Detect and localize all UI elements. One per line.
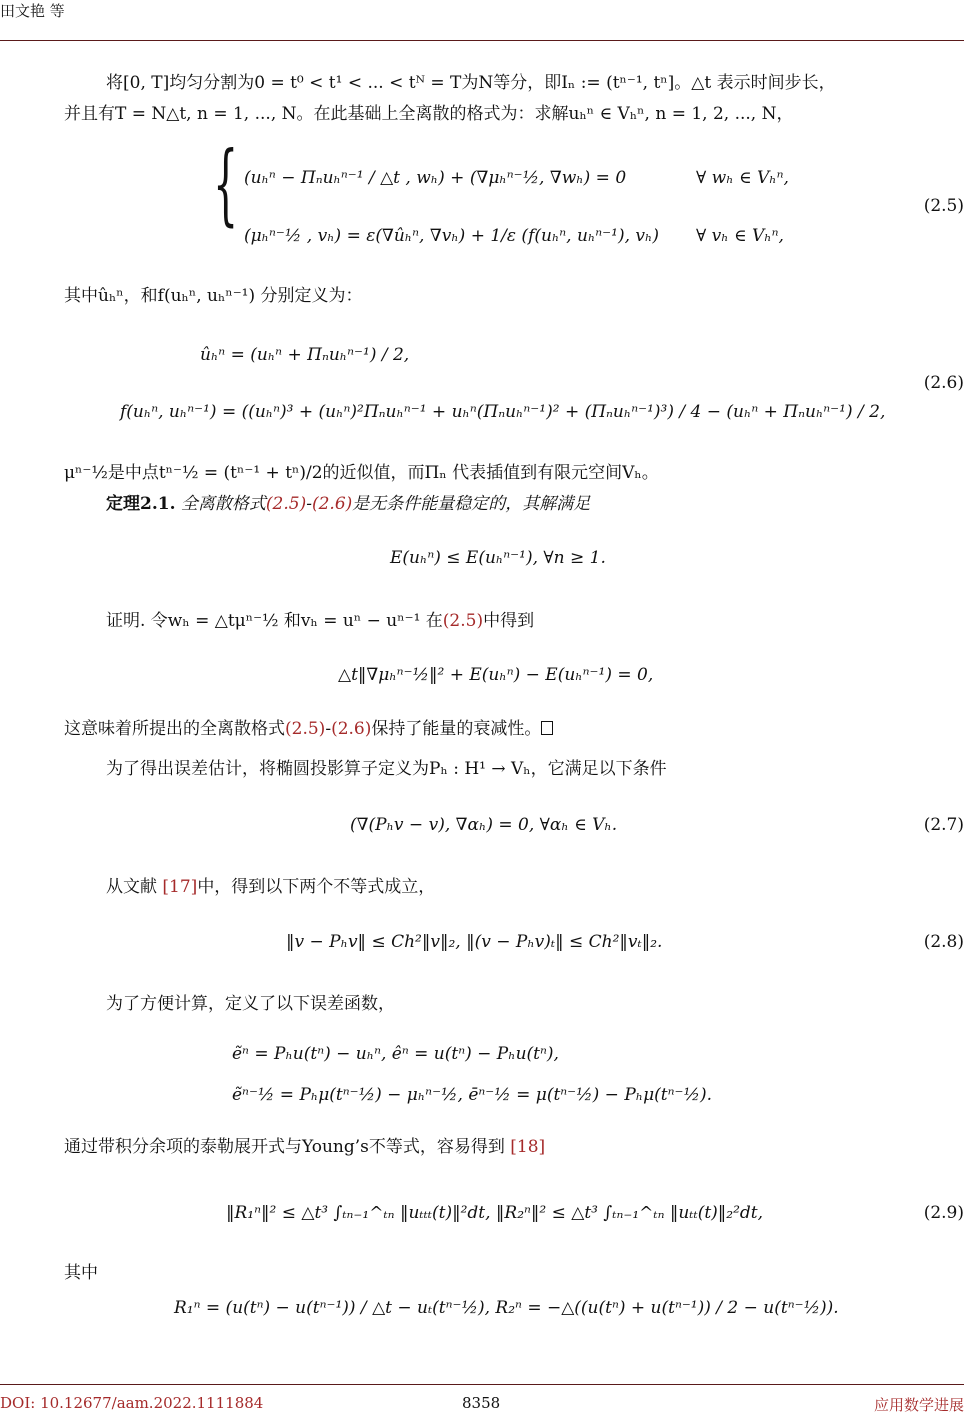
reference-17-text-a: 从文献: [106, 877, 163, 897]
paragraph-midpoint: μⁿ⁻½是中点tⁿ⁻½ = (tⁿ⁻¹ + tⁿ)/2的近似值，而Πₙ 代表插值到有限元空间Vₕ。: [64, 463, 659, 483]
equation-number-2-9: (2.9): [923, 1203, 964, 1223]
energy-decay-ref-2-6[interactable]: (2.6): [331, 719, 372, 739]
running-header-author: 田文艳 等: [0, 2, 65, 20]
equation-number-2-5: (2.5): [923, 196, 964, 216]
equation-2-5-line-1: (uₕⁿ − Πₙuₕⁿ⁻¹ / △t , wₕ) + (∇μₕⁿ⁻½, ∇wₕ) = 0: [244, 168, 627, 188]
energy-decay-dash: -: [325, 719, 332, 739]
paragraph-reference-17: [106, 877, 435, 897]
paragraph-partition: 将[0, T]均匀分割为0 = t⁰ < t¹ < ... < tᴺ = T为N等分，即Iₙ := (tⁿ⁻¹, tⁿ]。△t 表示时间步长，: [106, 73, 836, 93]
equation-proof: △t‖∇μₕⁿ⁻½‖² + E(uₕⁿ) − E(uₕⁿ⁻¹) = 0,: [338, 665, 654, 685]
energy-decay-text-b: 保持了能量的衰减性。: [371, 719, 542, 739]
theorem-label: 定理2.1.: [106, 494, 176, 514]
equation-number-2-7: (2.7): [923, 815, 964, 835]
equation-2-6-line-2: f(uₕⁿ, uₕⁿ⁻¹) = ((uₕⁿ)³ + (uₕⁿ)²Πₙuₕⁿ⁻¹ + uₕⁿ(Πₙuₕⁿ⁻¹)² + (Πₙuₕⁿ⁻¹)³) / 4 − (uₕⁿ + Πₙuₕⁿ⁻¹) / 2,: [120, 402, 886, 422]
paragraph-taylor: [64, 1137, 545, 1157]
theorem-text-b: 是无条件能量稳定的，其解满足: [352, 494, 591, 514]
equation-error-1: ẽⁿ = Pₕu(tⁿ) − uₕⁿ, êⁿ = u(tⁿ) − Pₕu(tⁿ),: [232, 1044, 559, 1064]
equation-error-2: ẽⁿ⁻½ = Pₕμ(tⁿ⁻½) − μₕⁿ⁻½, ēⁿ⁻½ = μ(tⁿ⁻½) − Pₕμ(tⁿ⁻½).: [232, 1085, 713, 1105]
equation-2-5-condition-1: ∀ wₕ ∈ Vₕⁿ,: [696, 168, 789, 188]
theorem-2-1: [106, 494, 590, 514]
footer-page-number: 8358: [462, 1394, 501, 1412]
proof-text-b: 中得到: [483, 611, 535, 631]
citation-18[interactable]: [18]: [510, 1137, 546, 1157]
paragraph-energy-decay: [64, 719, 553, 739]
theorem-dash: -: [306, 494, 312, 514]
header-rule: [0, 40, 964, 41]
footer-doi[interactable]: DOI: 10.12677/aam.2022.1111884: [0, 1394, 264, 1412]
equation-2-5-line-2: (μₕⁿ⁻½ , vₕ) = ε(∇ûₕⁿ, ∇vₕ) + 1/ε (f(uₕⁿ, uₕⁿ⁻¹), vₕ): [244, 226, 660, 246]
equation-2-9: ‖R₁ⁿ‖² ≤ △t³ ∫ₜₙ₋₁^ₜₙ ‖uₜₜₜ(t)‖²dt, ‖R₂ⁿ‖² ≤ △t³ ∫ₜₙ₋₁^ₜₙ ‖uₜₜ(t)‖₂²dt,: [226, 1203, 764, 1223]
paragraph-where: 其中: [64, 1263, 98, 1283]
proof-ref-2-5[interactable]: (2.5): [442, 611, 484, 631]
energy-decay-text-a: 这意味着所提出的全离散格式: [64, 719, 285, 739]
equation-number-2-6: (2.6): [923, 373, 964, 393]
citation-17[interactable]: [17]: [162, 877, 198, 897]
theorem-ref-2-6[interactable]: (2.6): [311, 494, 353, 514]
footer-journal[interactable]: 应用数学进展: [873, 1396, 964, 1414]
equation-2-7: (∇(Pₕv − v), ∇αₕ) = 0, ∀αₕ ∈ Vₕ.: [350, 815, 618, 835]
theorem-text-a: 全离散格式: [180, 494, 266, 514]
footer-rule: [0, 1384, 964, 1385]
equation-2-8: ‖v − Pₕv‖ ≤ Ch²‖v‖₂, ‖(v − Pₕv)ₜ‖ ≤ Ch²‖vₜ‖₂.: [286, 932, 663, 952]
energy-decay-ref-2-5[interactable]: (2.5): [285, 719, 326, 739]
taylor-text: 通过带积分余项的泰勒展开式与Young’s不等式，容易得到: [64, 1137, 511, 1157]
qed-square: [541, 721, 553, 735]
theorem-ref-2-5[interactable]: (2.5): [265, 494, 307, 514]
reference-17-text-b: 中，得到以下两个不等式成立，: [197, 877, 436, 897]
system-brace: {: [213, 132, 239, 235]
equation-2-5-condition-2: ∀ vₕ ∈ Vₕⁿ,: [696, 226, 784, 246]
equation-energy-stability: E(uₕⁿ) ≤ E(uₕⁿ⁻¹), ∀n ≥ 1.: [390, 548, 606, 568]
equation-number-2-8: (2.8): [923, 932, 964, 952]
proof-text-a: 证明. 令wₕ = △tμⁿ⁻½ 和vₕ = uⁿ − uⁿ⁻¹ 在: [106, 611, 443, 631]
paragraph-projection: 为了得出误差估计，将椭圆投影算子定义为Pₕ : H¹ → Vₕ，它满足以下条件: [106, 759, 667, 779]
paragraph-definitions: 其中ûₕⁿ，和f(uₕⁿ, uₕⁿ⁻¹) 分别定义为：: [64, 286, 363, 306]
paragraph-scheme-intro: 并且有T = N△t, n = 1, ..., N。在此基础上全离散的格式为：求解uₕⁿ ∈ Vₕⁿ, n = 1, 2, ..., N，: [64, 104, 794, 124]
equation-remainders: R₁ⁿ = (u(tⁿ) − u(tⁿ⁻¹)) / △t − uₜ(tⁿ⁻½), R₂ⁿ = −△((u(tⁿ) + u(tⁿ⁻¹)) / 2 − u(tⁿ⁻½)).: [174, 1298, 839, 1318]
proof-paragraph: [106, 611, 534, 631]
equation-2-6-line-1: ûₕⁿ = (uₕⁿ + Πₙuₕⁿ⁻¹) / 2,: [200, 345, 410, 365]
paragraph-error-functions: 为了方便计算，定义了以下误差函数，: [106, 994, 395, 1014]
